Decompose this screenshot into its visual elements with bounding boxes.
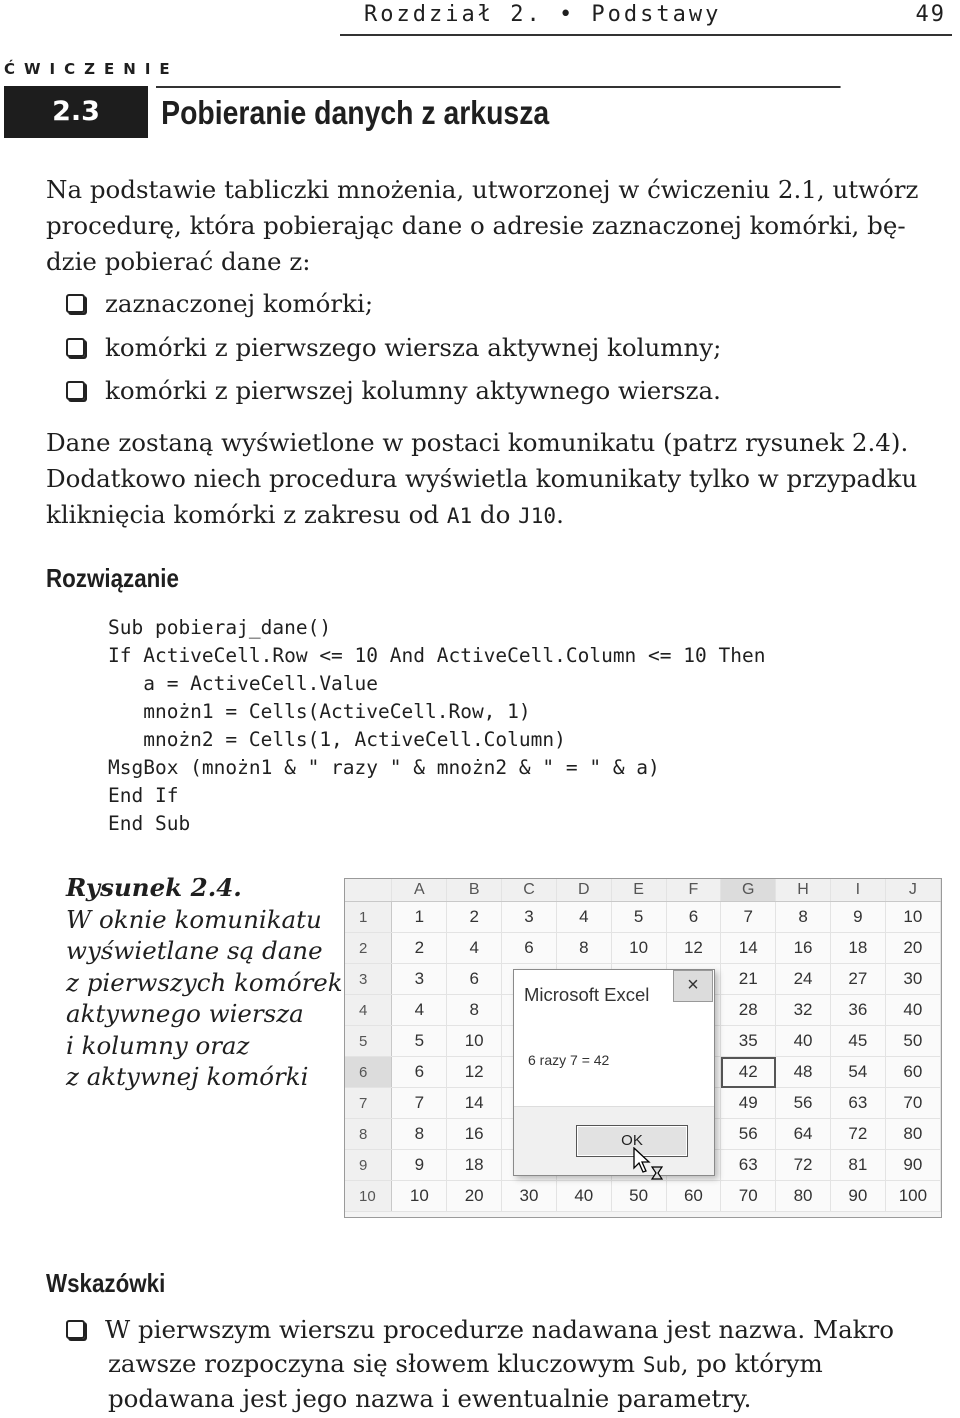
row-header[interactable]: 5 bbox=[345, 1026, 392, 1057]
cell[interactable]: 3 bbox=[502, 902, 557, 933]
cell[interactable]: 10 bbox=[611, 933, 666, 964]
cell[interactable]: 24 bbox=[776, 964, 831, 995]
row-header[interactable]: 4 bbox=[345, 995, 392, 1026]
page-number: 49 bbox=[915, 2, 946, 27]
figure-caption: Rysunek 2.4. W oknie komunikatu wyświetlane są dane z pierwszych komórek aktywnego wiersza i kolumny oraz z aktywnej komórki bbox=[66, 873, 343, 1091]
exercise-title: Pobieranie danych z arkusza bbox=[156, 86, 841, 138]
cell[interactable]: 18 bbox=[447, 1150, 502, 1181]
cell[interactable]: 9 bbox=[830, 902, 885, 933]
column-header[interactable]: E bbox=[611, 879, 666, 902]
cell[interactable]: 54 bbox=[830, 1057, 885, 1088]
para2-line-3: kliknięcia komórki z zakresu od A1 do J10. bbox=[46, 500, 564, 529]
close-button[interactable]: × bbox=[673, 970, 713, 1002]
exercise-number: 2.3 bbox=[4, 86, 148, 138]
cell[interactable]: 36 bbox=[830, 995, 885, 1026]
cell[interactable]: 6 bbox=[447, 964, 502, 995]
para2-line-2: Dodatkowo niech procedura wyświetla komunikaty tylko w przypadku bbox=[46, 464, 918, 493]
cell[interactable]: 42 bbox=[721, 1057, 776, 1088]
hint-line-2: zawsze rozpoczyna się słowem kluczowym Sub, po którym bbox=[108, 1349, 823, 1378]
cell[interactable]: 16 bbox=[776, 933, 831, 964]
table-row bbox=[345, 933, 941, 964]
dialog-message: 6 razy 7 = 42 bbox=[528, 1052, 610, 1068]
cell[interactable]: 10 bbox=[447, 1026, 502, 1057]
cell[interactable]: 18 bbox=[830, 933, 885, 964]
select-all-corner[interactable] bbox=[345, 879, 392, 902]
row-header[interactable]: 7 bbox=[345, 1088, 392, 1119]
cell[interactable]: 21 bbox=[721, 964, 776, 995]
para2-line-1: Dane zostaną wyświetlone w postaci komunikatu (patrz rysunek 2.4). bbox=[46, 428, 909, 457]
cell[interactable]: 90 bbox=[830, 1181, 885, 1212]
code-line: mnożn2 = Cells(1, ActiveCell.Column) bbox=[108, 728, 566, 751]
cell[interactable]: 56 bbox=[721, 1119, 776, 1150]
solution-heading: Rozwiązanie bbox=[46, 563, 179, 593]
cell[interactable]: 1 bbox=[392, 902, 447, 933]
cell[interactable]: 70 bbox=[885, 1088, 940, 1119]
cell[interactable]: 10 bbox=[885, 902, 940, 933]
cell[interactable]: 80 bbox=[776, 1181, 831, 1212]
cell[interactable]: 12 bbox=[666, 933, 721, 964]
cell[interactable]: 35 bbox=[721, 1026, 776, 1057]
cell[interactable]: 81 bbox=[830, 1150, 885, 1181]
row-header[interactable]: 8 bbox=[345, 1119, 392, 1150]
cell[interactable]: 7 bbox=[721, 902, 776, 933]
cell[interactable]: 64 bbox=[776, 1119, 831, 1150]
cell[interactable]: 6 bbox=[502, 933, 557, 964]
row-header[interactable]: 2 bbox=[345, 933, 392, 964]
list-item: komórki z pierwszego wiersza aktywnej kolumny; bbox=[66, 330, 721, 366]
row-header[interactable]: 10 bbox=[345, 1181, 392, 1212]
checkbox-bullet-icon bbox=[66, 381, 85, 400]
row-header[interactable]: 9 bbox=[345, 1150, 392, 1181]
column-header[interactable]: I bbox=[830, 879, 885, 902]
row-header[interactable]: 1 bbox=[345, 902, 392, 933]
intro-line-2: procedurę, która pobierając dane o adresie zaznaczonej komórki, bę- bbox=[46, 211, 906, 240]
cell[interactable]: 60 bbox=[885, 1057, 940, 1088]
cell[interactable]: 2 bbox=[447, 902, 502, 933]
cell[interactable]: 6 bbox=[392, 1057, 447, 1088]
cell[interactable]: 30 bbox=[502, 1181, 557, 1212]
code-listing bbox=[108, 614, 765, 838]
dialog-title: Microsoft Excel bbox=[524, 984, 650, 1005]
hint-line-3: podawana jest jego nazwa i ewentualnie parametry. bbox=[108, 1384, 752, 1413]
cell[interactable]: 72 bbox=[830, 1119, 885, 1150]
intro-line-3: dzie pobierać dane z: bbox=[46, 247, 311, 276]
cell[interactable]: 63 bbox=[830, 1088, 885, 1119]
cell[interactable]: 5 bbox=[392, 1026, 447, 1057]
cell[interactable]: 45 bbox=[830, 1026, 885, 1057]
cell[interactable]: 49 bbox=[721, 1088, 776, 1119]
column-header[interactable]: A bbox=[392, 879, 447, 902]
cell[interactable]: 16 bbox=[447, 1119, 502, 1150]
msgbox-dialog bbox=[513, 969, 715, 1176]
table-row bbox=[345, 902, 941, 933]
cell[interactable]: 14 bbox=[721, 933, 776, 964]
cell[interactable]: 14 bbox=[447, 1088, 502, 1119]
dialog-footer bbox=[514, 1106, 714, 1175]
hints-heading: Wskazówki bbox=[46, 1268, 166, 1298]
cell[interactable]: 8 bbox=[392, 1119, 447, 1150]
cell[interactable]: 40 bbox=[556, 1181, 611, 1212]
code-line: End Sub bbox=[108, 812, 191, 835]
cell[interactable]: 63 bbox=[721, 1150, 776, 1181]
cell[interactable]: 6 bbox=[666, 902, 721, 933]
cell[interactable]: 3 bbox=[392, 964, 447, 995]
code-line: Sub pobieraj_dane() bbox=[108, 616, 332, 639]
cell[interactable]: 90 bbox=[885, 1150, 940, 1181]
cell[interactable]: 27 bbox=[830, 964, 885, 995]
cell[interactable]: 10 bbox=[392, 1181, 447, 1212]
table-row bbox=[345, 1181, 941, 1212]
cell[interactable]: 32 bbox=[776, 995, 831, 1026]
code-line: End If bbox=[108, 784, 179, 807]
list-item: zaznaczonej komórki; bbox=[66, 286, 373, 322]
cell[interactable]: 4 bbox=[447, 933, 502, 964]
cell[interactable]: 28 bbox=[721, 995, 776, 1026]
row-header[interactable]: 3 bbox=[345, 964, 392, 995]
row-header[interactable]: 6 bbox=[345, 1057, 392, 1088]
cell[interactable]: 2 bbox=[392, 933, 447, 964]
cell[interactable]: 4 bbox=[556, 902, 611, 933]
cell[interactable]: 50 bbox=[885, 1026, 940, 1057]
cell[interactable]: 8 bbox=[447, 995, 502, 1026]
cell[interactable]: 56 bbox=[776, 1088, 831, 1119]
cell[interactable]: 5 bbox=[611, 902, 666, 933]
cell[interactable]: 30 bbox=[885, 964, 940, 995]
figure-label: Rysunek 2.4. bbox=[66, 873, 242, 902]
cell[interactable]: 80 bbox=[885, 1119, 940, 1150]
cell[interactable]: 20 bbox=[885, 933, 940, 964]
exercise-label: ĆWICZENIE bbox=[4, 60, 179, 78]
running-header bbox=[340, 0, 952, 36]
column-header[interactable]: J bbox=[885, 879, 940, 902]
cell[interactable]: 12 bbox=[447, 1057, 502, 1088]
cell[interactable]: 20 bbox=[447, 1181, 502, 1212]
checkbox-bullet-icon bbox=[66, 338, 85, 357]
mouse-cursor-icon bbox=[632, 1147, 666, 1181]
chapter-title: Rozdział 2. • Podstawy bbox=[364, 2, 722, 27]
code-line: MsgBox (mnożn1 & " razy " & mnożn2 & " = " & a) bbox=[108, 756, 660, 779]
cell[interactable]: 48 bbox=[776, 1057, 831, 1088]
column-header[interactable]: F bbox=[666, 879, 721, 902]
exercise-banner bbox=[4, 86, 952, 138]
column-header[interactable]: C bbox=[502, 879, 557, 902]
cell[interactable]: 4 bbox=[392, 995, 447, 1026]
cell[interactable]: 72 bbox=[776, 1150, 831, 1181]
column-header[interactable]: B bbox=[447, 879, 502, 902]
cell[interactable]: 40 bbox=[885, 995, 940, 1026]
checkbox-bullet-icon bbox=[66, 294, 85, 313]
intro-line-1: Na podstawie tabliczki mnożenia, utworzonej w ćwiczeniu 2.1, utwórz bbox=[46, 175, 919, 204]
column-header[interactable]: D bbox=[556, 879, 611, 902]
list-item: W pierwszym wierszu procedurze nadawana jest nazwa. Makro bbox=[66, 1312, 894, 1348]
list-item: komórki z pierwszej kolumny aktywnego wiersza. bbox=[66, 373, 721, 409]
code-line: If ActiveCell.Row <= 10 And ActiveCell.Column <= 10 Then bbox=[108, 644, 766, 667]
cell[interactable]: 8 bbox=[776, 902, 831, 933]
code-line: a = ActiveCell.Value bbox=[108, 672, 379, 695]
ok-button[interactable]: OK bbox=[576, 1125, 688, 1157]
cell[interactable]: 40 bbox=[776, 1026, 831, 1057]
column-header[interactable]: H bbox=[776, 879, 831, 902]
excel-screenshot bbox=[344, 878, 942, 1218]
cell[interactable]: 60 bbox=[666, 1181, 721, 1212]
cell[interactable]: 8 bbox=[556, 933, 611, 964]
code-line: mnożn1 = Cells(ActiveCell.Row, 1) bbox=[108, 700, 531, 723]
checkbox-bullet-icon bbox=[66, 1320, 85, 1339]
column-header[interactable]: G bbox=[721, 879, 776, 902]
cell[interactable]: 9 bbox=[392, 1150, 447, 1181]
cell[interactable]: 50 bbox=[611, 1181, 666, 1212]
cell[interactable]: 7 bbox=[392, 1088, 447, 1119]
cell[interactable]: 70 bbox=[721, 1181, 776, 1212]
cell[interactable]: 100 bbox=[885, 1181, 940, 1212]
